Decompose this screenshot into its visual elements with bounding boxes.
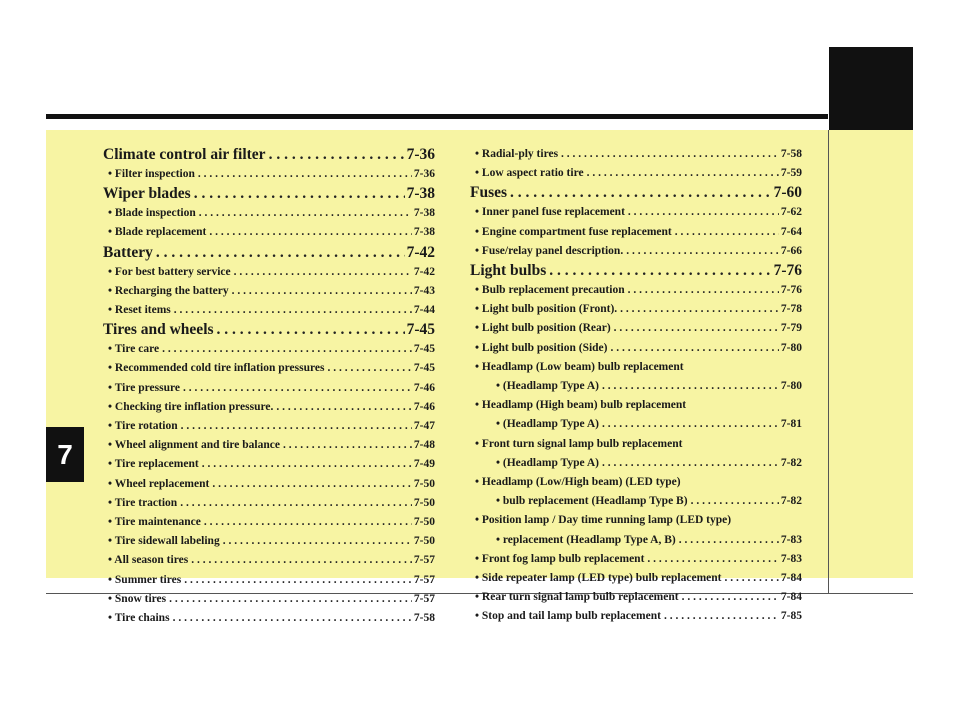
dot-leader [171, 301, 412, 320]
toc-subentry[interactable] [103, 282, 435, 301]
toc-entry-title: • Wheel replacement [108, 475, 209, 494]
toc-subentry[interactable] [470, 164, 802, 183]
toc-subentry[interactable] [103, 494, 435, 513]
toc-main-entry[interactable] [470, 261, 802, 281]
toc-subentry[interactable] [103, 379, 435, 398]
dot-leader [661, 607, 779, 626]
toc-subentry[interactable] [103, 590, 435, 609]
dot-leader [672, 223, 779, 242]
toc-subentry[interactable] [470, 223, 802, 242]
dot-leader [280, 436, 412, 455]
dot-leader [599, 415, 779, 434]
toc-subentry[interactable] [470, 569, 802, 588]
toc-entry-title: Climate control air filter [103, 146, 266, 163]
dot-leader [170, 609, 412, 628]
dot-leader [201, 513, 412, 532]
toc-page-number: 7-84 [780, 572, 802, 585]
toc-entry-title: • Light bulb position (Rear) [475, 319, 611, 338]
toc-main-entry[interactable] [470, 183, 802, 203]
toc-entry-title: • Blade replacement [108, 223, 206, 242]
toc-page-number: 7-76 [780, 284, 802, 297]
toc-subentry[interactable] [103, 475, 435, 494]
toc-entry-title: • Filter inspection [108, 165, 195, 184]
toc-subentry[interactable] [103, 263, 435, 282]
toc-entry-title: • (Headlamp Type A) [496, 454, 599, 473]
toc-page-number: 7-50 [413, 496, 435, 509]
toc-page-number: 7-84 [780, 591, 802, 604]
toc-column-right [470, 145, 802, 627]
toc-page-number: 7-57 [413, 592, 435, 605]
toc-entry-title: Light bulbs [470, 262, 547, 280]
toc-entry-title: • Side repeater lamp (LED type) bulb replacement [475, 569, 721, 588]
dot-leader [178, 417, 412, 436]
toc-entry-title: • Bulb replacement precaution [475, 281, 625, 300]
toc-page-number: 7-83 [780, 552, 802, 565]
toc-entry-title: • Tire maintenance [108, 513, 201, 532]
toc-entry-title: • Light bulb position (Front). [475, 300, 617, 319]
toc-page-number: 7-36 [406, 146, 435, 163]
toc-column-left [103, 145, 435, 628]
dot-leader [324, 359, 411, 378]
toc-entry-title: • Snow tires [108, 590, 166, 609]
dot-leader [584, 164, 779, 183]
toc-page-number: 7-45 [406, 321, 435, 339]
dot-leader [625, 203, 779, 222]
dot-leader [199, 455, 412, 474]
toc-entry-title: • Headlamp (Low beam) bulb replacement [475, 361, 684, 373]
toc-page-number: 7-45 [413, 343, 435, 356]
toc-subentry[interactable] [103, 513, 435, 532]
toc-entry-title: • Tire care [108, 340, 159, 359]
toc-page-number: 7-59 [780, 167, 802, 180]
toc-entry-title: • Tire chains [108, 609, 170, 628]
toc-entry-title: • Wheel alignment and tire balance [108, 436, 280, 455]
toc-entry-title: • Front fog lamp bulb replacement [475, 550, 644, 569]
toc-subentry[interactable] [470, 377, 802, 396]
toc-entry-title: • replacement (Headlamp Type A, B) [496, 531, 676, 550]
dot-leader [166, 590, 412, 609]
dot-leader [599, 454, 779, 473]
toc-page-number: 7-42 [406, 243, 435, 261]
toc-subentry[interactable] [103, 340, 435, 359]
dot-leader [644, 550, 779, 569]
toc-subentry-heading[interactable] [470, 396, 802, 415]
toc-subentry[interactable] [470, 550, 802, 569]
toc-page-number: 7-57 [413, 573, 435, 586]
toc-entry-title: • Inner panel fuse replacement [475, 203, 625, 222]
dot-leader [676, 531, 779, 550]
toc-page-number: 7-57 [413, 554, 435, 567]
dot-leader [220, 532, 412, 551]
toc-entry-title: • Fuse/relay panel description. [475, 242, 623, 261]
toc-subentry[interactable] [103, 165, 435, 184]
toc-subentry[interactable] [103, 609, 435, 628]
corner-block [829, 47, 913, 130]
dot-leader [617, 300, 779, 319]
dot-leader [188, 551, 412, 570]
dot-leader [623, 242, 779, 261]
toc-page-number: 7-60 [773, 184, 802, 202]
toc-subentry[interactable] [103, 571, 435, 590]
toc-main-entry[interactable] [103, 320, 435, 340]
toc-page-number: 7-46 [413, 400, 435, 413]
toc-subentry[interactable] [103, 455, 435, 474]
dot-leader [177, 494, 412, 513]
dot-leader [191, 184, 405, 204]
toc-subentry[interactable] [470, 300, 802, 319]
toc-subentry-heading[interactable] [470, 435, 802, 454]
toc-entry-title: • (Headlamp Type A) [496, 377, 599, 396]
dot-leader [153, 243, 405, 263]
dot-leader [206, 223, 412, 242]
toc-page-number: 7-42 [413, 265, 435, 278]
toc-entry-title: Fuses [470, 184, 508, 202]
dot-leader [558, 145, 779, 164]
toc-subentry[interactable] [470, 492, 802, 511]
dot-leader [688, 492, 779, 511]
dot-leader [196, 204, 412, 223]
toc-subentry[interactable] [103, 398, 435, 417]
toc-page-number: 7-80 [780, 380, 802, 393]
toc-entry-title: Wiper blades [103, 185, 191, 203]
toc-subentry[interactable] [103, 301, 435, 320]
toc-entry-title: • Headlamp (Low/High beam) (LED type) [475, 476, 681, 488]
toc-page-number: 7-82 [780, 495, 802, 508]
toc-page-number: 7-85 [780, 610, 802, 623]
toc-subentry-heading[interactable] [470, 511, 802, 530]
toc-page-number: 7-58 [413, 612, 435, 625]
panel-divider [828, 130, 829, 594]
toc-subentry[interactable] [470, 281, 802, 300]
toc-subentry-heading[interactable] [470, 473, 802, 492]
toc-entry-title: • Tire pressure [108, 379, 180, 398]
toc-entry-title: • Rear turn signal lamp bulb replacement [475, 588, 679, 607]
toc-subentry[interactable] [103, 359, 435, 378]
dot-leader [231, 263, 412, 282]
toc-page-number: 7-58 [780, 148, 802, 160]
toc-subentry[interactable] [103, 204, 435, 223]
toc-page-number: 7-80 [780, 341, 802, 354]
toc-entry-title: • bulb replacement (Headlamp Type B) [496, 492, 688, 511]
toc-entry-title: • Radial-ply tires [475, 145, 558, 164]
toc-main-entry[interactable] [103, 184, 435, 204]
toc-entry-title: • Position lamp / Day time running lamp (LED type) [475, 514, 731, 526]
toc-page-number: 7-46 [413, 381, 435, 394]
toc-page-number: 7-45 [413, 362, 435, 375]
toc-page-number: 7-44 [413, 304, 435, 317]
toc-entry-title: • For best battery service [108, 263, 231, 282]
toc-page-number: 7-38 [413, 207, 435, 220]
toc-page-number: 7-50 [413, 535, 435, 548]
toc-page-number: 7-78 [780, 303, 802, 316]
toc-subentry[interactable] [470, 454, 802, 473]
toc-main-entry[interactable] [103, 145, 435, 165]
toc-page-number: 7-66 [780, 244, 802, 257]
dot-leader [195, 165, 412, 184]
toc-entry-title: Tires and wheels [103, 321, 214, 339]
toc-subentry[interactable] [103, 417, 435, 436]
toc-page-number: 7-62 [780, 206, 802, 219]
toc-entry-title: • Stop and tail lamp bulb replacement [475, 607, 661, 626]
toc-page-number: 7-38 [413, 226, 435, 239]
toc-subentry[interactable] [103, 551, 435, 570]
dot-leader [608, 339, 779, 358]
toc-entry-title: • Headlamp (High beam) bulb replacement [475, 399, 686, 411]
toc-subentry[interactable] [103, 532, 435, 551]
toc-entry-title: • Recommended cold tire inflation pressures [108, 359, 324, 378]
toc-entry-title: • Tire replacement [108, 455, 199, 474]
toc-entry-title: • Tire traction [108, 494, 177, 513]
toc-page-number: 7-49 [413, 458, 435, 471]
dot-leader [625, 281, 779, 300]
toc-subentry[interactable] [470, 319, 802, 338]
dot-leader [599, 377, 779, 396]
toc-subentry-heading[interactable] [470, 358, 802, 377]
dot-leader [611, 319, 779, 338]
dot-leader [159, 340, 412, 359]
toc-subentry[interactable] [470, 588, 802, 607]
toc-entry-title: • Light bulb position (Side) [475, 339, 608, 358]
toc-page-number: 7-83 [780, 533, 802, 546]
toc-entry-title: • Blade inspection [108, 204, 196, 223]
toc-page-number: 7-38 [406, 185, 435, 203]
toc-entry-title: • Checking tire inflation pressure. [108, 398, 273, 417]
toc-subentry[interactable] [470, 531, 802, 550]
chapter-number: 7 [57, 438, 73, 470]
toc-page-number: 7-50 [413, 477, 435, 490]
toc-page-number: 7-82 [780, 456, 802, 469]
toc-entry-title: Battery [103, 243, 153, 261]
toc-entry-title: • All season tires [108, 551, 188, 570]
toc-subentry[interactable] [470, 607, 802, 626]
toc-page-number: 7-81 [780, 418, 802, 431]
dot-leader [229, 282, 412, 301]
toc-page-number: 7-43 [413, 284, 435, 297]
header-rule [46, 114, 828, 119]
toc-subentry[interactable] [103, 223, 435, 242]
toc-subentry[interactable] [470, 242, 802, 261]
toc-entry-title: • Tire sidewall labeling [108, 532, 220, 551]
dot-leader [273, 398, 412, 417]
toc-subentry[interactable] [470, 203, 802, 222]
toc-subentry[interactable] [103, 436, 435, 455]
toc-subentry[interactable] [470, 339, 802, 358]
toc-page-number: 7-76 [773, 262, 802, 280]
dot-leader [546, 261, 771, 281]
toc-entry-title: • (Headlamp Type A) [496, 415, 599, 434]
toc-main-entry[interactable] [103, 243, 435, 263]
toc-entry-title: • Low aspect ratio tire [475, 164, 584, 183]
toc-page-number: 7-36 [413, 168, 435, 180]
toc-entry-title: • Reset items [108, 301, 171, 320]
dot-leader [266, 145, 405, 165]
toc-subentry[interactable] [470, 415, 802, 434]
dot-leader [181, 571, 412, 590]
toc-page-number: 7-79 [780, 322, 802, 335]
toc-page-number: 7-64 [780, 225, 802, 238]
dot-leader [507, 183, 772, 203]
toc-entry-title: • Front turn signal lamp bulb replacement [475, 438, 682, 450]
toc-entry-title: • Engine compartment fuse replacement [475, 223, 672, 242]
dot-leader [209, 475, 412, 494]
dot-leader [721, 569, 778, 588]
toc-entry-title: • Summer tires [108, 571, 181, 590]
dot-leader [214, 320, 405, 340]
toc-entry-title: • Recharging the battery [108, 282, 229, 301]
toc-page-number: 7-48 [413, 439, 435, 452]
toc-entry-title: • Tire rotation [108, 417, 178, 436]
chapter-tab [46, 427, 84, 482]
toc-page-number: 7-50 [413, 516, 435, 529]
toc-page-number: 7-47 [413, 420, 435, 433]
dot-leader [679, 588, 779, 607]
toc-subentry[interactable] [470, 145, 802, 164]
dot-leader [180, 379, 412, 398]
